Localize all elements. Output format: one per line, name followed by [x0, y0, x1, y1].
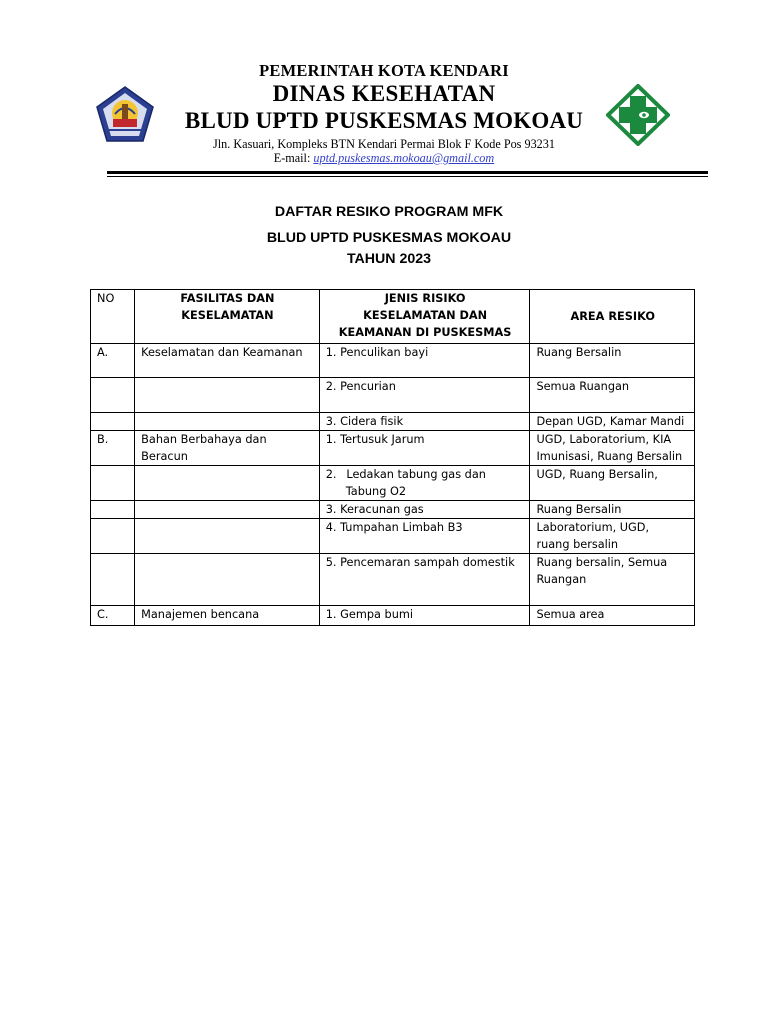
cell-no: B.: [91, 431, 135, 466]
cell-facility: [135, 413, 320, 431]
facility-line: Bahan Berbahaya dan: [141, 433, 267, 446]
document-title: DAFTAR RESIKO PROGRAM MFK: [274, 204, 504, 220]
table-row: [91, 501, 695, 519]
risk-number: 5.: [325, 556, 337, 569]
department-name: DINAS KESEHATAN: [272, 81, 496, 106]
cell-risk: [319, 554, 530, 606]
kendari-city-emblem-icon: [95, 86, 155, 142]
risk-label: Tumpahan Limbah B3: [340, 521, 463, 534]
table-row: [91, 378, 695, 413]
cell-area: Ruang Bersalin: [530, 501, 695, 519]
table-row: [91, 466, 695, 501]
address: Jln. Kasuari, Kompleks BTN Kendari Permai Blok F Kode Pos 93231: [213, 137, 555, 151]
header-facility-line: FASILITAS DAN: [180, 292, 275, 305]
cell-no: [91, 554, 135, 606]
cell-facility: [135, 519, 320, 554]
header-facility-line: KESELAMATAN: [181, 309, 274, 322]
risk-number: 1.: [325, 346, 337, 359]
cell-area: Ruang Bersalin: [530, 344, 695, 378]
risk-number: 2.: [325, 380, 337, 393]
institution-name: BLUD UPTD PUSKESMAS MOKOAU: [184, 108, 584, 133]
letterhead-rule-thin: [107, 176, 708, 177]
header-no: NO: [91, 290, 135, 344]
document-subtitle: BLUD UPTD PUSKESMAS MOKOAU: [266, 230, 512, 246]
cell-area: UGD, Ruang Bersalin,: [530, 466, 695, 501]
area-line: Laboratorium, UGD,: [536, 521, 650, 534]
table-header-row: [91, 290, 695, 344]
email-label: E-mail:: [273, 151, 314, 165]
cell-facility: [135, 431, 320, 466]
email-link[interactable]: uptd.puskesmas.mokoau@gmail.com: [313, 151, 495, 165]
risk-label: Pencurian: [340, 380, 396, 393]
table-row: [91, 413, 695, 431]
area-line: UGD, Laboratorium, KIA: [536, 433, 672, 446]
risk-number: 3.: [325, 415, 337, 428]
risk-label: Keracunan gas: [340, 503, 424, 516]
cell-facility: Manajemen bencana: [135, 606, 320, 626]
risk-number: 3.: [325, 503, 337, 516]
table-row: [91, 519, 695, 554]
header-area: [530, 290, 695, 344]
cell-area: [530, 519, 695, 554]
cell-risk: [319, 466, 530, 501]
email-line: [160, 151, 608, 166]
risk-line: [326, 466, 525, 483]
risk-line: Tabung O2: [345, 485, 407, 498]
puskesmas-green-cross-icon: [606, 84, 670, 146]
risk-number: 1.: [325, 433, 337, 446]
risk-table: [90, 289, 695, 626]
cell-risk: [319, 344, 530, 378]
cell-risk: [319, 431, 530, 466]
cell-risk: [319, 413, 530, 431]
cell-no: [91, 501, 135, 519]
cell-facility: [135, 466, 320, 501]
table-row: [91, 431, 695, 466]
cell-facility: [135, 378, 320, 413]
risk-label: Cidera fisik: [340, 415, 404, 428]
cell-no: [91, 378, 135, 413]
cell-area: Depan UGD, Kamar Mandi: [530, 413, 695, 431]
letterhead: [0, 0, 768, 190]
cell-risk: [319, 378, 530, 413]
cell-risk: [319, 519, 530, 554]
cell-area: [530, 431, 695, 466]
risk-label: Gempa bumi: [340, 608, 413, 621]
area-line: Ruang bersalin, Semua: [536, 556, 668, 569]
cell-no: [91, 519, 135, 554]
cell-area: Semua Ruangan: [530, 378, 695, 413]
area-line: Imunisasi, Ruang Bersalin: [536, 450, 683, 463]
letterhead-rule-thick: [107, 171, 708, 174]
risk-label: Ledakan tabung gas dan: [346, 468, 486, 481]
area-line: Ruangan: [536, 573, 587, 586]
table-row: [91, 606, 695, 626]
risk-label: Penculikan bayi: [340, 346, 429, 359]
cell-facility: [135, 501, 320, 519]
table-row: [91, 344, 695, 378]
cell-facility: [135, 554, 320, 606]
cell-facility: Keselamatan dan Keamanan: [135, 344, 320, 378]
header-facility: [135, 290, 320, 344]
cell-area: [530, 554, 695, 606]
cell-no: [91, 466, 135, 501]
cell-risk: [319, 606, 530, 626]
header-risk-line: KEAMANAN DI PUSKESMAS: [338, 326, 512, 339]
document-year: TAHUN 2023: [346, 251, 432, 267]
table-row: [91, 554, 695, 606]
cell-no: [91, 413, 135, 431]
cell-no: A.: [91, 344, 135, 378]
risk-label: Tertusuk Jarum: [340, 433, 425, 446]
risk-number: 2.: [325, 468, 337, 481]
risk-number: 1.: [325, 608, 337, 621]
facility-line: Beracun: [141, 450, 188, 463]
area-line: ruang bersalin: [536, 538, 619, 551]
header-risk-line: JENIS RISIKO: [384, 292, 466, 305]
header-area-label: AREA RESIKO: [570, 310, 655, 323]
header-risk-type: [319, 290, 530, 344]
risk-number: 4.: [325, 521, 337, 534]
cell-no: C.: [91, 606, 135, 626]
cell-risk: [319, 501, 530, 519]
cell-area: Semua area: [530, 606, 695, 626]
header-risk-line: KESELAMATAN DAN: [363, 309, 488, 322]
risk-label: Pencemaran sampah domestik: [340, 556, 515, 569]
government-name: PEMERINTAH KOTA KENDARI: [259, 61, 509, 80]
